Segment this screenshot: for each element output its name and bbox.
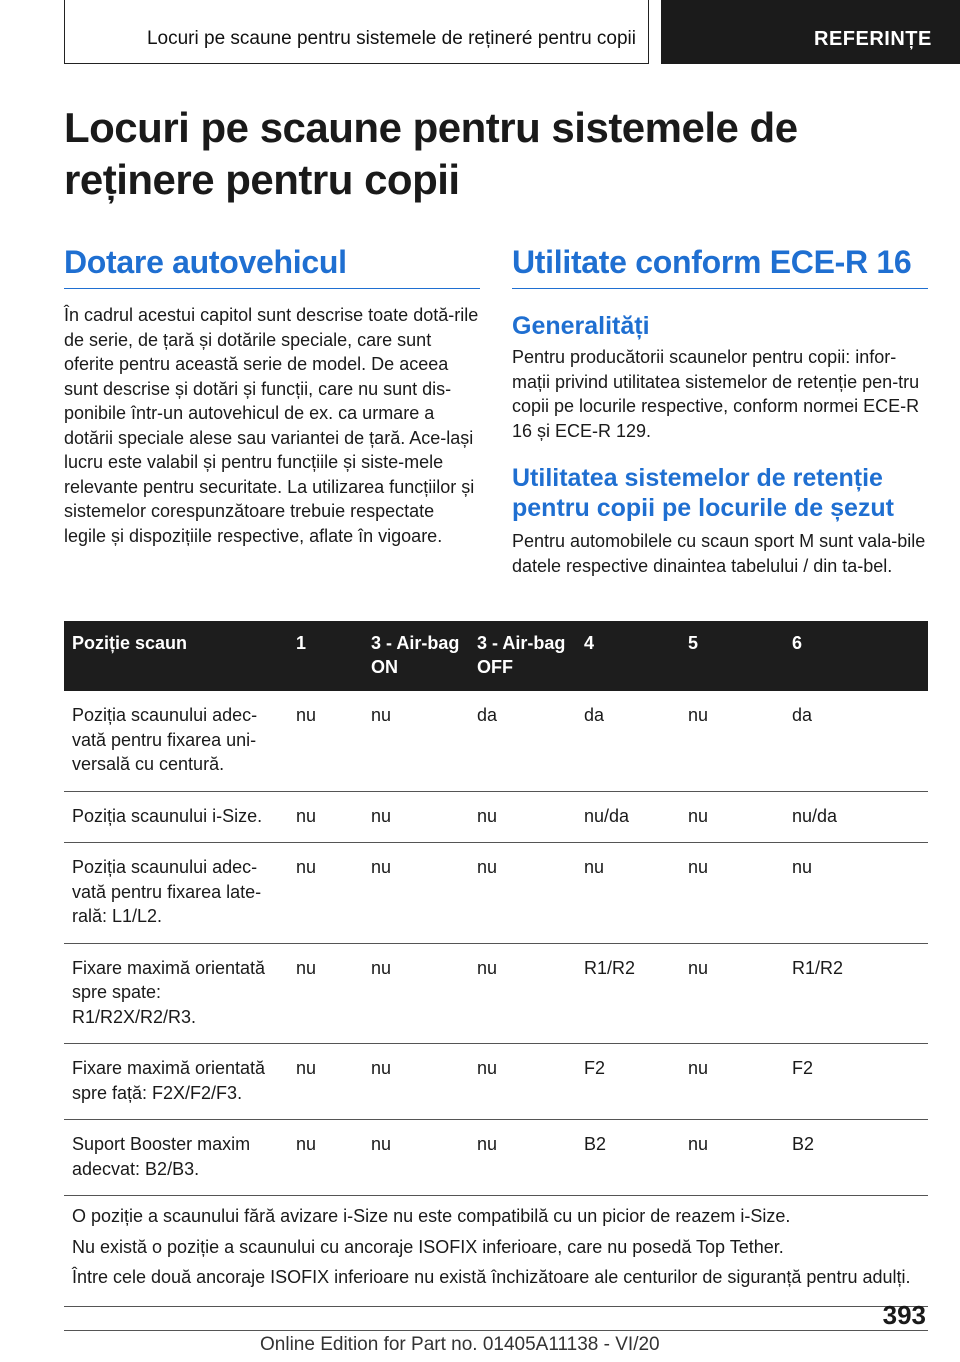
table-cell: Poziția scaunului i-Size. [64,791,288,843]
table-cell: nu [363,843,469,944]
right-column [512,240,928,578]
header-box [64,0,649,64]
table-cell: nu [288,843,363,944]
table-cell: nu [363,691,469,791]
table-cell: nu [469,791,576,843]
utilitatea-paragraph: Pentru automobilele cu scaun sport M sunt vala-bile datele respective dinaintea tabelului / din ta-bel. [512,531,926,576]
table-cell: nu/da [784,791,928,843]
table-header-cell: 3 - Air-bag ON [363,621,469,691]
table-cell: R1/R2 [784,943,928,1044]
table-cell: nu/da [576,791,680,843]
header-title: Locuri pe scaune pentru sistemele de rețineré pentru copii [146,28,636,49]
table-cell: Fixare maximă orientată spre spate: R1/R2X/R2/R3. [64,943,288,1044]
footer-divider [64,1330,928,1331]
table-cell: nu [576,843,680,944]
table-cell: nu [363,1120,469,1196]
table-cell: nu [469,1120,576,1196]
generalitati-paragraph: Pentru producătorii scaunelor pentru copii: infor-mații privind utilitatea sistemelor de retenție pen-tru copii pe locurile respective, conform normei ECE-R 16 și ECE-R 129. [512,347,920,441]
table-cell: nu [363,1044,469,1120]
table-cell: Suport Booster maxim adecvat: B2/B3. [64,1120,288,1196]
page-title-line-2: reținere pentru copii [64,156,460,203]
table-cell: nu [288,1120,363,1196]
table-cell: R1/R2 [576,943,680,1044]
table-cell: B2 [784,1120,928,1196]
table-header-cell: 3 - Air-bag OFF [469,621,576,691]
table-cell: F2 [784,1044,928,1120]
table-cell: Poziția scaunului adec-vată pentru fixarea late-rală: L1/L2. [64,843,288,944]
table-cell: Fixare maximă orientată spre față: F2X/F2/F3. [64,1044,288,1120]
table-cell: nu [288,1044,363,1120]
table-cell: F2 [576,1044,680,1120]
table-note: Nu există o poziție a scaunului cu ancoraje ISOFIX inferioare, care nu posedă Top Tether. [72,1236,784,1257]
table-note: Între cele două ancoraje ISOFIX inferioare nu există închizătoare ale centurilor de siguranță pentru adulți. [72,1267,911,1287]
left-column [64,240,480,548]
dotare-paragraph: În cadrul acestui capitol sunt descrise toate dotă-rile de serie, de țară și dotările speciale, care sunt oferite pentru această serie de model. De aceea sunt descrise și dotări și funcții, care nu sunt dis-ponibile într-un autovehicul de ex. ca urmare a dotării speciale alese sau variantei de țară. Ace-lași lucru este valabil și pentru funcțiile și siste-mele relevante pentru securitate. La utilizarea funcțiilor și sistemelor corespunzătoare trebuie respectate legile și dispozițiile respective, aflate în vigoare. [64,305,479,546]
table-cell: Poziția scaunului adec-vată pentru fixarea uni-versală cu centură. [64,691,288,791]
table-cell: nu [288,691,363,791]
subtitle-generalitati: Generalități [512,312,650,340]
subtitle-utilitatea: Utilitatea sistemelor de retenție pentru copii pe locurile de șezut [512,464,895,522]
table-cell: B2 [576,1120,680,1196]
table-cell: nu [784,843,928,944]
table-note: O poziție a scaunului fără avizare i-Size nu este compatibilă cu un picior de reazem i-Size. [72,1206,791,1226]
page-title [64,102,924,206]
table-row [64,791,928,843]
section-title-utilitate: Utilitate conform ECE-R 16 [512,240,928,289]
table-row [64,843,928,944]
table-header-cell: Poziție scaun [64,621,288,691]
table-cell: da [576,691,680,791]
table-cell: da [469,691,576,791]
table-row [64,691,928,791]
table-header-cell: 1 [288,621,363,691]
section-title-dotare: Dotare autovehicul [64,240,480,289]
table-row [64,1120,928,1196]
table-cell: nu [288,943,363,1044]
seat-table [64,621,928,1307]
footer-edition: Online Edition for Part no. 01405A11138 - VI/20 [260,1334,660,1355]
table-header-cell: 5 [680,621,784,691]
table-cell: nu [680,791,784,843]
table-cell: da [784,691,928,791]
table-cell: nu [469,1044,576,1120]
table-cell: nu [363,791,469,843]
header-tab-referinte[interactable] [661,0,960,64]
table-cell: nu [680,691,784,791]
table-header-row [64,621,928,691]
page-title-line-1: Locuri pe scaune pentru sistemele de [64,104,798,151]
table-cell: nu [680,1044,784,1120]
table-cell: nu [680,1120,784,1196]
table-cell: nu [680,843,784,944]
header-tab-label: REFERINȚE [814,28,932,50]
table-row [64,1044,928,1120]
page-number: 393 [882,1300,926,1330]
table-cell: nu [680,943,784,1044]
table-header-cell: 6 [784,621,928,691]
table-cell: nu [363,943,469,1044]
table-cell: nu [288,791,363,843]
table-notes [64,1196,928,1307]
table-cell: nu [469,943,576,1044]
table-header-cell: 4 [576,621,680,691]
table-row [64,943,928,1044]
table-cell: nu [469,843,576,944]
